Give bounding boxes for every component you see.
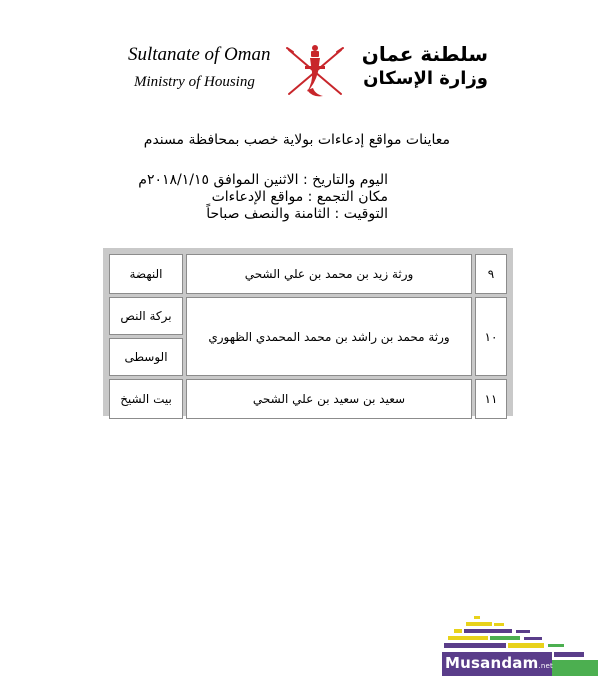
location-cell: بيت الشيخ	[109, 379, 183, 419]
document-title: معاينات مواقع إدعاءات بولاية خصب بمحافظة مسندم	[143, 132, 450, 148]
claimant-name: ورثة زيد بن محمد بن علي الشحي	[186, 254, 472, 294]
table-row	[109, 254, 507, 294]
header-ministry-ar: وزارة الإسكان	[363, 68, 488, 89]
header-sultanate-en: Sultanate of Oman	[128, 44, 271, 65]
claims-table-frame	[103, 248, 513, 416]
khanjar-emblem-icon	[283, 42, 347, 102]
date-line: اليوم والتاريخ : الاثنين الموافق ٢٠١٨/١/١٥م	[138, 172, 388, 188]
location-cell: النهضة	[109, 254, 183, 294]
watermark-text	[445, 654, 553, 672]
place-line: مكان التجمع : مواقع الإدعاءات	[211, 189, 388, 205]
header-sultanate-ar: سلطنة عمان	[361, 42, 488, 66]
claimant-name: سعيد بن سعيد بن علي الشحي	[186, 379, 472, 419]
time-line: التوقيت : الثامنة والنصف صباحاً	[206, 206, 388, 222]
header-english	[128, 44, 271, 91]
row-number: ١٠	[475, 297, 507, 376]
location-cell: الوسطى	[109, 338, 183, 376]
location-cell: بركة النص	[109, 297, 183, 335]
claimant-name: ورثة محمد بن راشد بن محمد المحمدي الظهوري	[186, 297, 472, 376]
table-row	[109, 297, 507, 335]
watermark-suffix: .net	[538, 662, 553, 670]
row-number: ١١	[475, 379, 507, 419]
header-ministry-en: Ministry of Housing	[134, 74, 255, 90]
watermark-brand: Musandam	[445, 654, 539, 672]
table-row	[109, 379, 507, 419]
row-number: ٩	[475, 254, 507, 294]
header-arabic	[362, 42, 488, 89]
claims-table	[106, 251, 510, 422]
meeting-info	[138, 172, 388, 223]
